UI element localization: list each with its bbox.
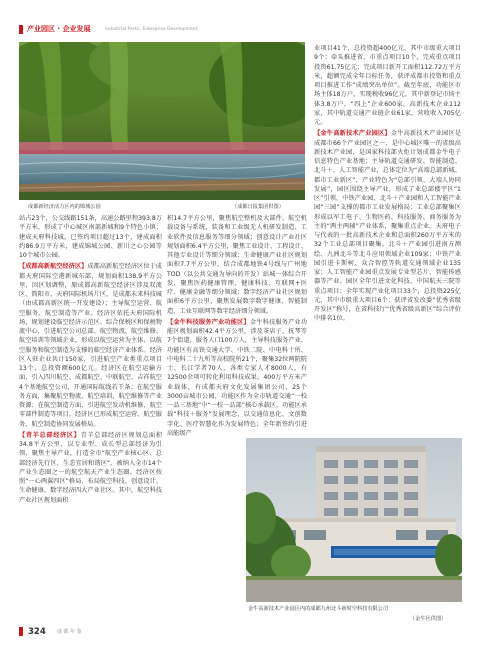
- photo1-caption: 成都新经济活力区内的锦城公园: [28, 204, 101, 210]
- body-aviation-zone: 成都高新航空经济区位于成都天府国际空港新城东部，规划面积138.9平方公里，因区划调整，原成都高新航空经济区涉及双流区、简阳市、天府国际机场片区，是成都未来科技城（由成都高新区统一开发建设）；主导航空运营、航空服务、航空制造等产业。经济区依托天府国际机场，规划建设临空经济示范区、综合保税区和保税物流中心，引进航空公司总部、航空物流、航空维修、航空培训等领域企业，形成以航空运营为主体、以航空服务和航空制造为支撑的临空经济产业体系。经济区入驻企业共计150家，引进航空产业类重点项目13个，总投资额600亿元。经济区在航空运输方面，引入四川航空、成都航空、中联航空、吉祥航空4个基地航空公司，开通国际航线若干条；在航空服务方面，集聚航空物流、航空培训、航空维修等产业资源；在航空制造方面，引进航空发动机维修、航空零部件制造等项目。经济区已形成航空运营、航空服务、航空制造协同发展格局。: [19, 263, 162, 428]
- photo2-credit: （金牛区供图）: [410, 616, 447, 622]
- building-photo-illustration: [246, 438, 462, 602]
- paragraph-jinniu-hitech: [314, 129, 461, 323]
- photo2-caption: 金牛高新技术产业园区内的成都九州北斗新时空科技有限公司: [248, 606, 389, 612]
- section-title: 产业园区 · 企业发展: [27, 25, 91, 33]
- section-title-en: Industrial Parks, Enterprise Development: [105, 27, 198, 32]
- paragraph: 站占23个，公交线路151条，高速公路里程393.8万平方米，形成了中心城区南部新城和9个特色小镇；建成天府科技城，已签约项目超过13个，建成面积约86.9万平方米，建成锦城公园、新川之心公园等10个城市公园。: [19, 215, 162, 259]
- heading-jinniu-hitech: 【金牛高新技术产业园区】: [314, 130, 391, 138]
- section-header: [19, 23, 305, 36]
- photo1-credit: （成都日报集团供图）: [232, 204, 284, 210]
- paragraph: 积14.7平方公里，聚焦航空整机及大部件、航空机载设备与系统、装备和工业级无人机研发制造、工业软件及信息服务等细分领域；创意设计产业社区规划面积6.4平方公里，聚焦工业设计、工程设计、其他专业设计等细分领域；生命健康产业社区规划面积7.7平方公里，结合成都地铁4号线与广州地TOD（以公共交通为导向的开发）站城一体综合开发，聚焦医药健康管理、健康科技、互联网+医疗、健康金融等细分领域；数字经济产业社区规划面积6平方公里，聚焦发展数字数字健康、智能制造、工业互联网等数字经济细分领域。: [167, 215, 307, 315]
- column-left: [19, 214, 162, 618]
- photo-jincheng-park: [19, 42, 305, 200]
- footer-marker: [19, 627, 23, 636]
- paragraph-qingyang-zone: [19, 431, 162, 505]
- photo-beidou-company: [246, 438, 462, 602]
- section-marker: [19, 25, 23, 34]
- heading-jinniu-service: 【金牛科技服务产业功能区】: [167, 318, 250, 326]
- paragraph-aviation-zone: [19, 262, 162, 429]
- page-number: 324: [28, 627, 46, 637]
- body-jinniu-service: 金牛科技服务产业功能区规划面积42.4平方公里，涉及茶店子、抚琴等7个街道，服务人口100万人，主导科技服务产业。功能区有高铁交通大学、中铁二院、中电科十所、中电科二十九所等高校院所21个，聚集32位两院院士、长江学者70人，各类专家人才8000人，有12500余项可转化利用科技成果。400万平方米产业载体，有成都天府文化发展集团公司、25个3000亩城市公园，功能区作为全市轨道交通“一校一品三基地”中“一校一品部”核心承载区，功能区承载“科技＋服务”发展理念，以交通信息化、文创数字化、医疗智慧化作为发展特色；全年新签约引进高能级产: [167, 318, 307, 437]
- paragraph: 业项目41个，总投资超400亿元，其中市级重大项目9个；牵头推进省、市重点项目10个，完成重点项目投资61.75亿元；完成项目新开工面积112.72万平方米，超额完成全年目标任务，获评成都市投资和重点项目推进工作“成绩突出单位”。截至年底，功能区市场主体18万户，实现税收96亿元，其中新登记市场主体3.8万户，“四上”企业600家，高新技术企业112家，其中轨道交通产业链企业61家，营收收入705亿元。: [314, 45, 461, 126]
- body-jinniu-hitech: 金牛高新技术产业园区是成都市66个产业园区之一，是中心城区唯一的省级高新技术产业园，是国家科技部火炬计划成都金牛电子信息特色产业基地；主导轨道交通研发、智能制造、北斗＋、人工智能产业，总体定位为“高端总部新城、都市工业新区”，产业特色为“总部引领、大端人协同发展”，园区围绕主导产业，形成了业总部楼宇区“1区”引领，中铁产业园、北斗＋产业园和人工智能产业园“三园”支撑的都市工业发展格局；工业总部聚集区形成以军工电子、生物医药、科技服务、商务服务为主的“两主两辅”产业体系，聚集重点企业。天府电子与代表的一批高新技术企业和总面积260万平方米的32个工业总部项目聚集。北斗＋产业园引进南方测绘、九洲北斗等北斗应用领域企业109家；中铁产业园引进卡斯柯、众合智控等轨道交通领域企业135家；人工智能产业园重点发展专业型芯片、智能传感器等产业。园区全年引进文化科技、中国航天三院等重点项目；全年实现产业化项目33个，总投资225亿元，其中市级重大项目6个；获评省发改委“优秀省级开发区”称号，在省科技厅“优秀省级高新区”综合评价中排名1位。: [314, 130, 461, 323]
- publication-name: 成 都 年 鉴: [57, 629, 82, 635]
- park-photo-illustration: [19, 42, 305, 200]
- heading-qingyang-zone: 【青羊总部经济区】: [19, 431, 81, 439]
- paragraph-jinniu-service: [167, 318, 307, 438]
- body-qingyang-zone: 青羊总部经济区规划总面积34.8平方公里，以专业型、成长型总部经济为引领，聚焦主导产业，打造全市“航空产业核心区、总部经济先行区、生态宜居和谐区”，被纳入全市14个产业生态圈之一的航空航天产业生态圈。经济区按照“一心两翼四区”格局，布局航空科技、创意设计、生命健康、数字经济四大产业社区。其中，航空科技产业社区规划面积: [19, 431, 162, 504]
- column-right: [314, 44, 461, 432]
- heading-aviation-zone: 【成都高新航空经济区】: [19, 263, 88, 271]
